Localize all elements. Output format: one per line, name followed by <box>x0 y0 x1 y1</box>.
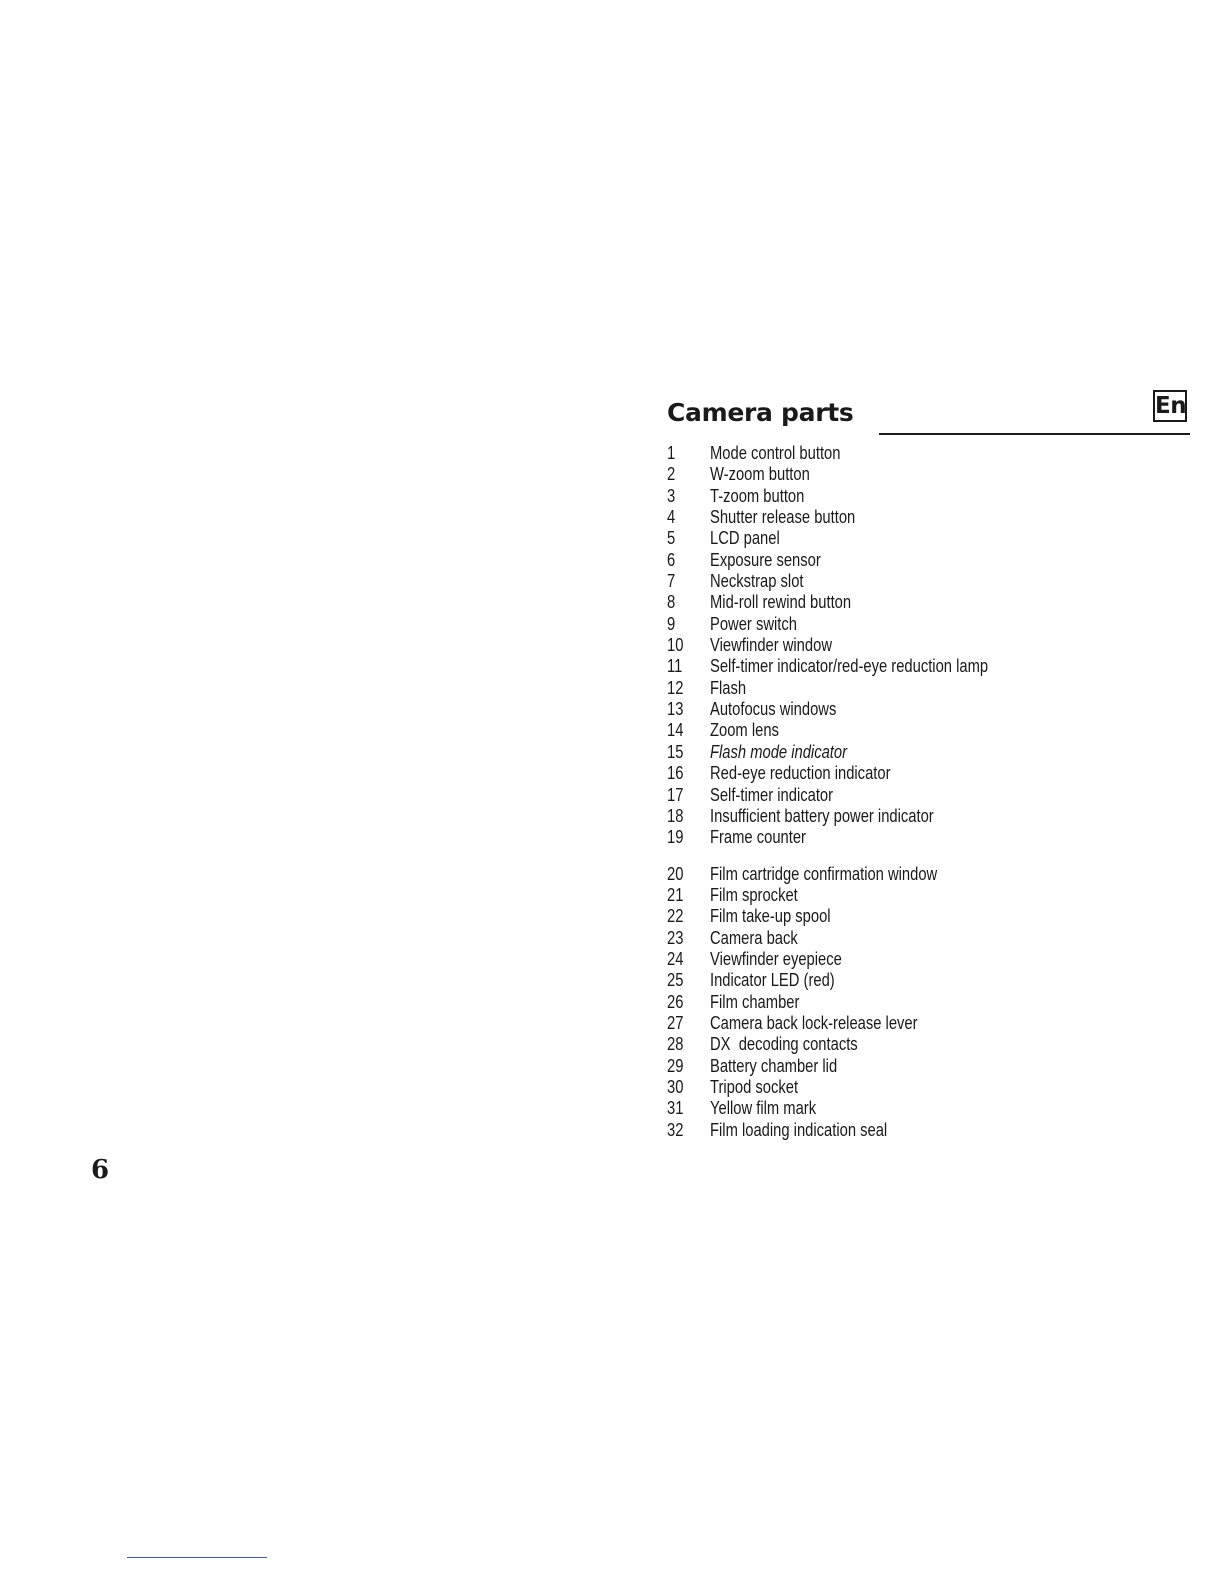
list-item <box>667 827 1049 848</box>
part-label: Flash mode indicator <box>710 741 848 762</box>
list-item <box>667 928 1049 949</box>
list-item <box>667 699 1049 720</box>
list-item <box>667 507 1049 528</box>
list-item <box>667 1120 1049 1141</box>
part-label: Tripod socket <box>710 1076 799 1097</box>
part-number: 21 <box>667 884 684 905</box>
part-label: Film sprocket <box>710 884 798 905</box>
page-number: 6 <box>91 1155 110 1185</box>
list-item <box>667 443 1049 464</box>
part-label: W-zoom button <box>710 464 810 485</box>
part-number: 23 <box>667 927 684 948</box>
part-label: Viewfinder window <box>710 635 832 656</box>
part-number: 4 <box>667 507 676 528</box>
list-item <box>667 1077 1049 1098</box>
part-label: Mode control button <box>710 443 841 463</box>
part-label: Film cartridge confirmation window <box>710 863 938 884</box>
part-number: 13 <box>667 699 684 720</box>
list-item <box>667 592 1049 613</box>
list-item <box>667 656 1049 677</box>
part-number: 3 <box>667 485 676 506</box>
list-item <box>667 571 1049 592</box>
part-number: 28 <box>667 1034 684 1055</box>
part-label: Film loading indication seal <box>710 1119 888 1140</box>
list-item <box>667 720 1049 741</box>
part-number: 29 <box>667 1055 684 1076</box>
list-item <box>667 486 1049 507</box>
page-title: Camera parts <box>667 398 854 427</box>
part-number: 20 <box>667 863 684 884</box>
part-number: 12 <box>667 677 684 698</box>
list-item <box>667 763 1049 784</box>
part-label: Camera back lock-release lever <box>710 1012 918 1033</box>
list-item <box>667 1098 1049 1119</box>
part-number: 18 <box>667 805 684 826</box>
part-number: 30 <box>667 1076 684 1097</box>
part-label: Insufficient battery power indicator <box>710 805 934 826</box>
part-number: 16 <box>667 763 684 784</box>
part-number: 31 <box>667 1098 684 1119</box>
part-label: Zoom lens <box>710 720 779 741</box>
part-number: 22 <box>667 906 684 927</box>
list-item <box>667 806 1049 827</box>
part-label: Film take-up spool <box>710 906 831 927</box>
part-number: 5 <box>667 528 676 549</box>
part-number: 1 <box>667 443 676 463</box>
part-number: 19 <box>667 827 684 848</box>
part-label: Exposure sensor <box>710 549 821 570</box>
part-label: Self-timer indicator <box>710 784 834 805</box>
list-item <box>667 528 1049 549</box>
title-divider <box>879 433 1190 435</box>
part-number: 10 <box>667 635 684 656</box>
list-item <box>667 970 1049 991</box>
part-number: 6 <box>667 549 676 570</box>
part-label: Self-timer indicator/red-eye reduction lamp <box>710 656 989 677</box>
part-number: 26 <box>667 991 684 1012</box>
list-item <box>667 614 1049 635</box>
list-item <box>667 949 1049 970</box>
list-item <box>667 742 1049 763</box>
part-label: DX decoding contacts <box>710 1034 858 1055</box>
list-item <box>667 885 1049 906</box>
part-label: Film chamber <box>710 991 800 1012</box>
part-number: 11 <box>667 656 683 677</box>
list-item <box>667 992 1049 1013</box>
part-number: 15 <box>667 741 684 762</box>
part-number: 27 <box>667 1012 684 1033</box>
camera-parts-list <box>667 443 1049 1141</box>
list-item <box>667 1013 1049 1034</box>
part-label: Frame counter <box>710 827 806 848</box>
part-label: Battery chamber lid <box>710 1055 838 1076</box>
part-label: T-zoom button <box>710 485 805 506</box>
part-label: Power switch <box>710 613 797 634</box>
list-item <box>667 678 1049 699</box>
part-number: 2 <box>667 464 676 485</box>
part-number: 7 <box>667 571 676 592</box>
part-number: 24 <box>667 948 684 969</box>
list-item <box>667 785 1049 806</box>
list-item <box>667 635 1049 656</box>
part-number: 25 <box>667 970 684 991</box>
part-label: LCD panel <box>710 528 780 549</box>
part-label: Camera back <box>710 927 798 948</box>
list-item <box>667 464 1049 485</box>
part-label: Indicator LED (red) <box>710 970 835 991</box>
bottom-link-rule <box>127 1557 267 1558</box>
part-number: 17 <box>667 784 684 805</box>
part-number: 14 <box>667 720 684 741</box>
part-number: 32 <box>667 1119 684 1140</box>
part-label: Neckstrap slot <box>710 571 804 592</box>
part-label: Mid-roll rewind button <box>710 592 852 613</box>
list-item <box>667 550 1049 571</box>
language-badge: En <box>1153 390 1187 422</box>
part-number: 8 <box>667 592 676 613</box>
part-label: Flash <box>710 677 747 698</box>
part-number: 9 <box>667 613 676 634</box>
part-label: Viewfinder eyepiece <box>710 948 842 969</box>
list-item <box>667 906 1049 927</box>
part-label: Yellow film mark <box>710 1098 817 1119</box>
list-item <box>667 1034 1049 1055</box>
part-label: Autofocus windows <box>710 699 837 720</box>
list-item <box>667 864 1049 885</box>
part-label: Shutter release button <box>710 507 856 528</box>
list-item <box>667 1056 1049 1077</box>
part-label: Red-eye reduction indicator <box>710 763 891 784</box>
